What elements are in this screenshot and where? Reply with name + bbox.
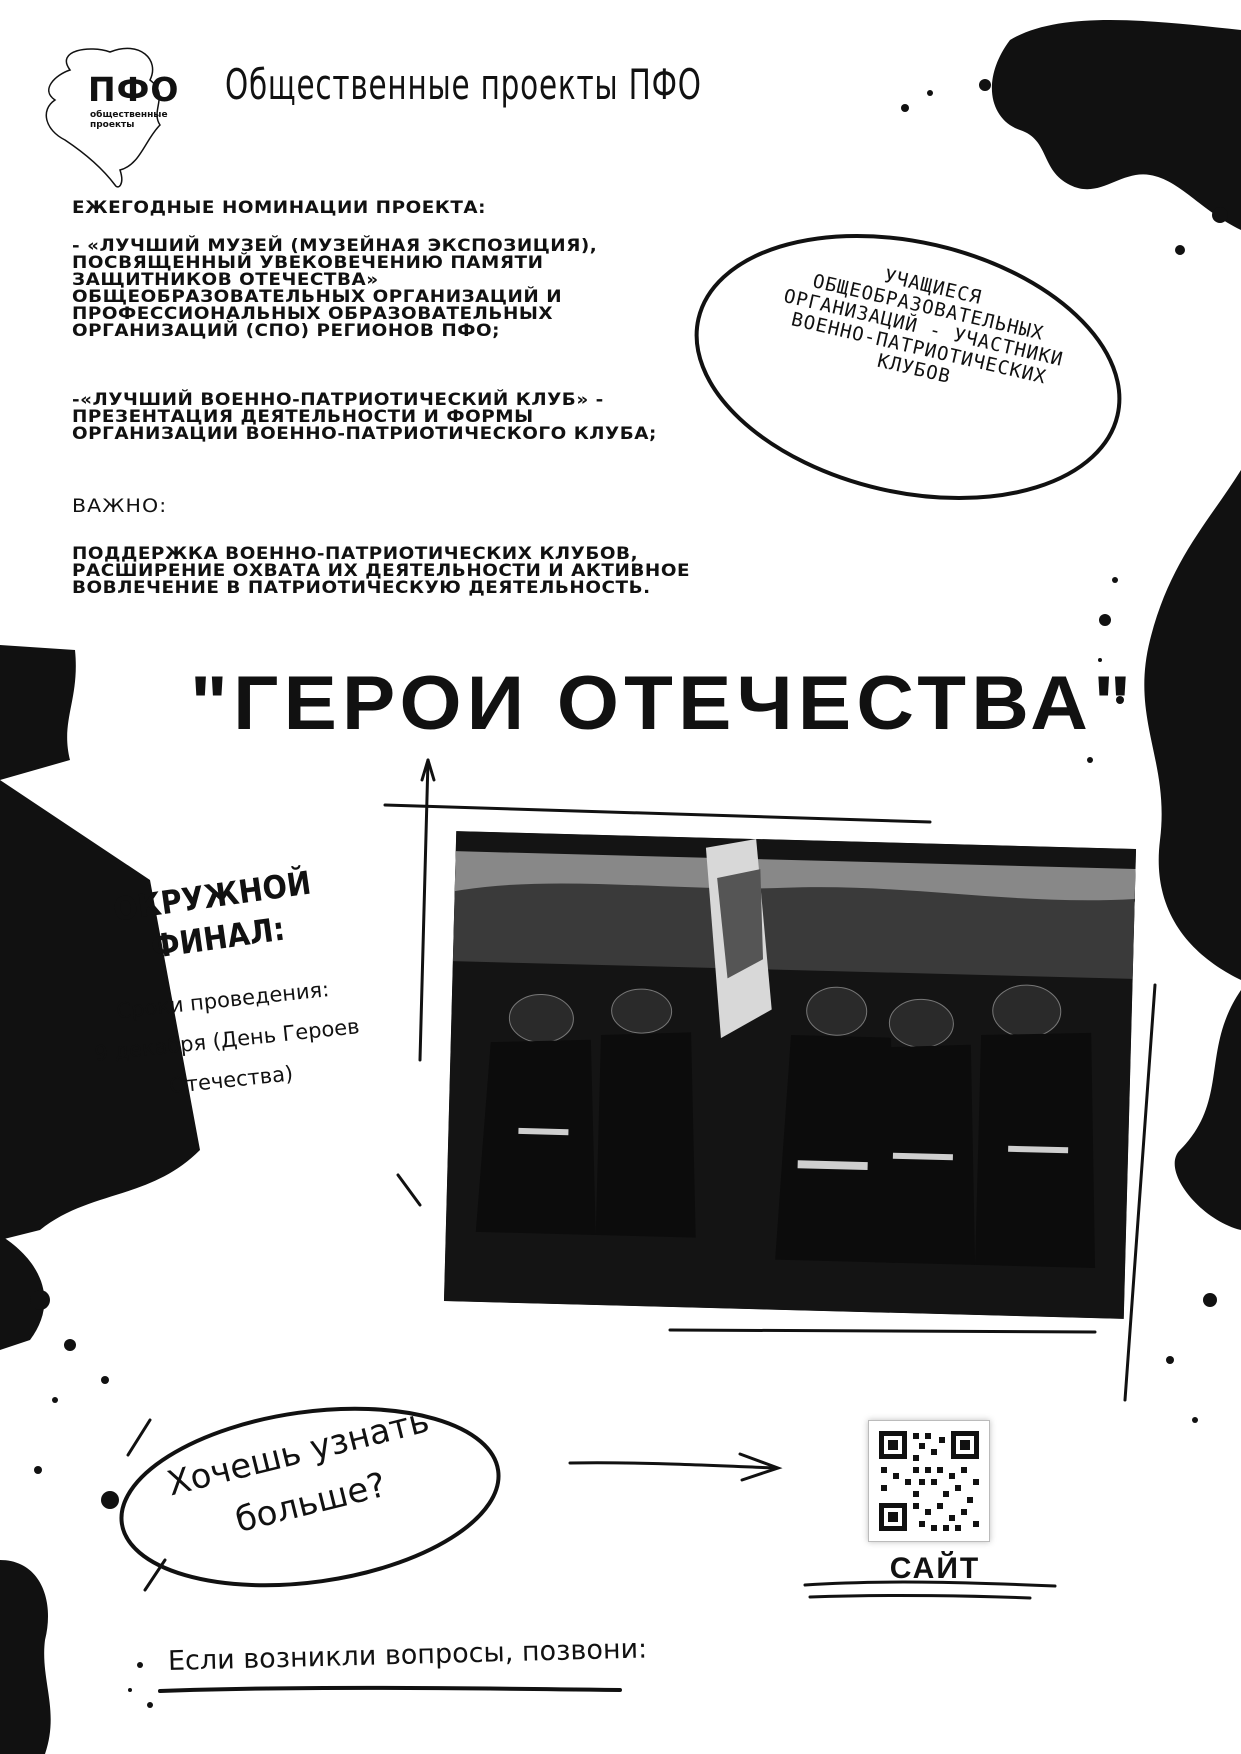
final-heading: ОКРУЖНОЙ ФИНАЛ: — [110, 863, 314, 966]
nominations-heading: ЕЖЕГОДНЫЕ НОМИНАЦИИ ПРОЕКТА: — [72, 198, 487, 218]
call-text: Если возникли вопросы, позвони: — [167, 1633, 648, 1677]
header-title: Общественные проекты ПФО — [225, 60, 702, 109]
main-title: "ГЕРОИ ОТЕЧЕСТВА" — [190, 661, 1137, 746]
audience-text: УЧАЩИЕСЯ ОБЩЕОБРАЗОВАТЕЛЬНЫХ ОРГАНИЗАЦИЙ - УЧАСТНИКИ ВОЕННО-ПАТРИОТИЧЕСКИХ КЛУБОВ — [781, 265, 1066, 389]
logo — [38, 40, 208, 180]
dates-value: 9 декабря (День Героев Отечества) — [93, 1014, 361, 1099]
want-more-text: Хочешь узнать больше? — [163, 1400, 434, 1541]
logo-subtitle: общественные проекты — [90, 110, 168, 130]
support-text: ПОДДЕРЖКА ВОЕННО-ПАТРИОТИЧЕСКИХ КЛУБОВ, РАСШИРЕНИЕ ОХВАТА ИХ ДЕЯТЕЛЬНОСТИ И АКТИВНОЕ ВОВЛЕЧЕНИЕ В ПАТРИОТИЧЕСКУЮ ДЕЯТЕЛЬНОСТЬ. — [72, 544, 691, 598]
qr-code[interactable] — [868, 1420, 990, 1542]
nomination-museum: - «ЛУЧШИЙ МУЗЕЙ (МУЗЕЙНАЯ ЭКСПОЗИЦИЯ), ПОСВЯЩЕННЫЙ УВЕКОВЕЧЕНИЮ ПАМЯТИ ЗАЩИТНИКОВ ОТЕЧЕСТВА» ОБЩЕОБРАЗОВАТЕЛЬНЫХ ОРГАНИЗАЦИЙ И ПРОФЕССИОНАЛЬНЫХ ОБРАЗОВАТЕЛЬНЫХ ОРГАНИЗАЦИЙ (СПО) РЕГИОНОВ ПФО; — [72, 236, 598, 341]
important-label: ВАЖНО: — [72, 495, 168, 517]
event-photo — [444, 831, 1136, 1319]
nomination-club: -«ЛУЧШИЙ ВОЕННО-ПАТРИОТИЧЕСКИЙ КЛУБ» - ПРЕЗЕНТАЦИЯ ДЕЯТЕЛЬНОСТИ И ФОРМЫ ОРГАНИЗАЦИИ ВОЕННО-ПАТРИОТИЧЕСКОГО КЛУБА; — [72, 390, 657, 444]
logo-abbreviation: ПФО — [88, 70, 180, 109]
photo-silhouettes — [444, 831, 1136, 1319]
site-label[interactable]: САЙТ — [889, 1552, 981, 1585]
qr-code-icon — [869, 1421, 989, 1541]
dates-label: Сроки проведения: — [115, 977, 331, 1024]
